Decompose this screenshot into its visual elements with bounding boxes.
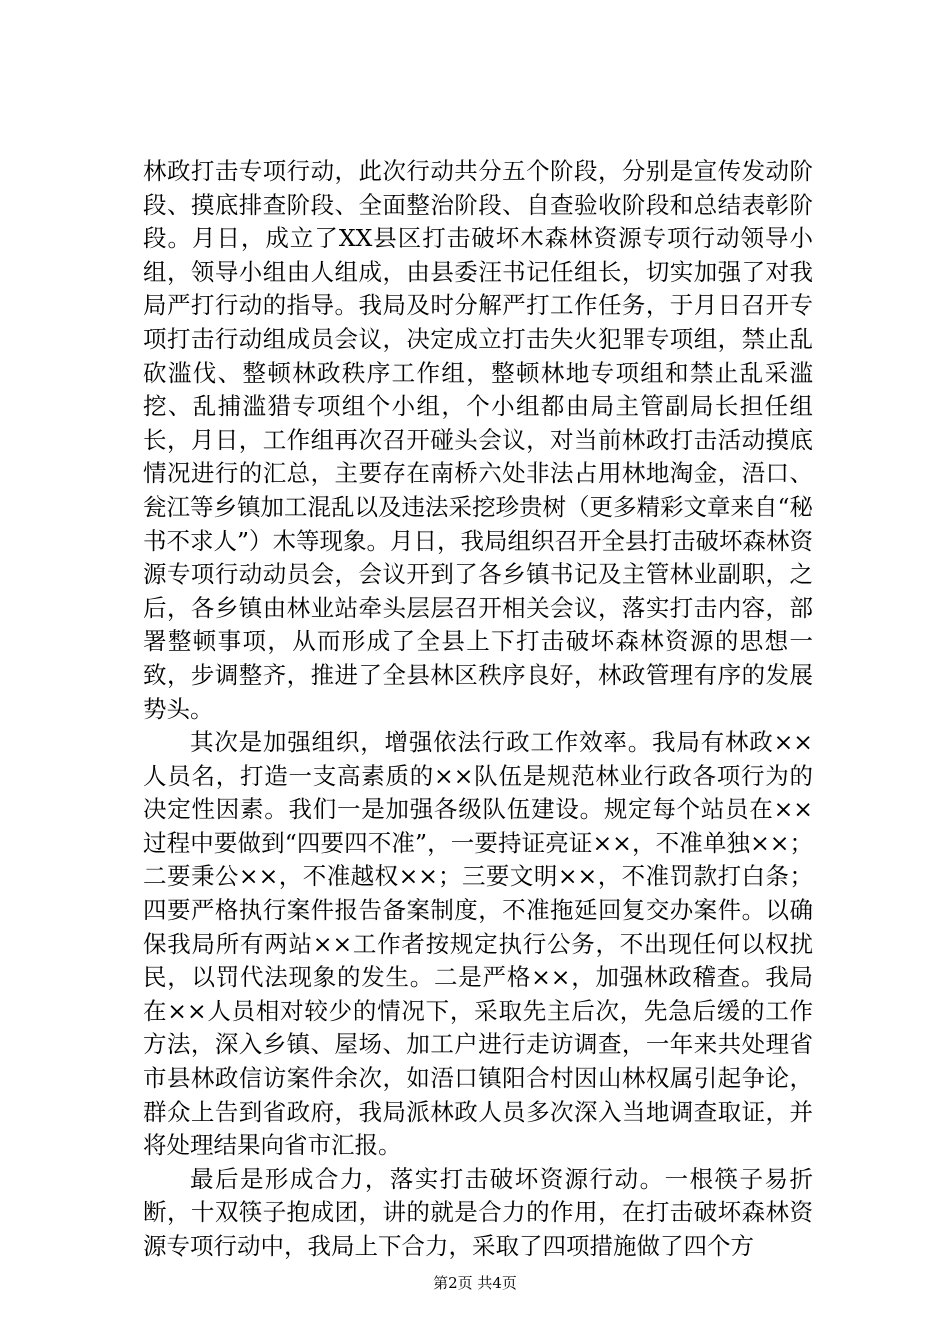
paragraph-3: 最后是形成合力，落实打击破坏资源行动。一根筷子易折断，十双筷子抱成团，讲的就是合力的作用，在打击破坏森林资源专项行动中，我局上下合力，采取了四项措施做了四个方 [143, 1164, 813, 1260]
paragraph-2: 其次是加强组织，增强依法行政工作效率。我局有林政××人员名，打造一支高素质的××队伍是规范林业行政各项行为的决定性因素。我们一是加强各级队伍建设。规定每个站员在××过程中要做到“四要四不准”，一要持证亮证××，不准单独××；二要秉公××，不准越权××；三要文明××，不准罚款打白条；四要严格执行案件报告备案制度，不准拖延回复交办案件。以确保我局所有两站××工作者按规定执行公务，不出现任何以权扰民，以罚代法现象的发生。二是严格××，加强林政稽查。我局在××人员相对较少的情况下，采取先主后次，先急后缓的工作方法，深入乡镇、屋场、加工户进行走访调查，一年来共处理省市县林政信访案件余次，如浯口镇阳合村因山林权属引起争论，群众上告到省政府，我局派林政人员多次深入当地调查取证，并将处理结果向省市汇报。 [143, 728, 813, 1160]
paragraph-1: 林政打击专项行动，此次行动共分五个阶段，分别是宣传发动阶段、摸底排查阶段、全面整治阶段、自查验收阶段和总结表彰阶段。月日，成立了XX县区打击破坏木森林资源专项行动领导小组，领导小组由人组成，由县委汪书记任组长，切实加强了对我局严打行动的指导。我局及时分解严打工作任务，于月日召开专项打击行动组成员会议，决定成立打击失火犯罪专项组，禁止乱砍滥伐、整顿林政秩序工作组，整顿林地专项组和禁止乱采滥挖、乱捕滥猎专项组个小组，个小组都由局主管副局长担任组长，月日，工作组再次召开碰头会议，对当前林政打击活动摸底情况进行的汇总，主要存在南桥六处非法占用林地淘金，浯口、瓮江等乡镇加工混乱以及违法采挖珍贵树（更多精彩文章来自“秘书不求人”）木等现象。月日，我局组织召开全县打击破坏森林资源专项行动动员会，会议开到了各乡镇书记及主管林业副职，之后，各乡镇由林业站牵头层层召开相关会议，落实打击内容，部署整顿事项，从而形成了全县上下打击破坏森林资源的思想一致，步调整齐，推进了全县林区秩序良好，林政管理有序的发展势头。 [143, 157, 814, 723]
page-footer: 第2页 共4页 [433, 1274, 517, 1292]
body-text [143, 155, 813, 1264]
